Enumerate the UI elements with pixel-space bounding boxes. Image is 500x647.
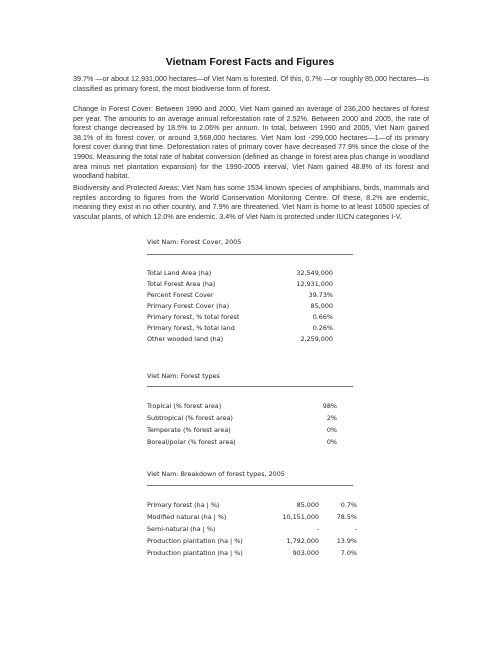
row-value: 85,000 (310, 302, 333, 310)
row-value: 98% (322, 402, 337, 410)
table-row (147, 323, 357, 333)
table-row (147, 548, 357, 558)
row-hectares: 10,151,000 (282, 513, 319, 521)
row-value: 0.66% (312, 313, 333, 321)
row-label: Temperate (% forest area) (147, 426, 231, 434)
row-percent: 78.5% (336, 513, 357, 521)
row-label: Modified natural (ha | %) (147, 513, 227, 521)
table-row (147, 536, 357, 546)
row-percent: 13.9% (336, 537, 357, 545)
row-percent: 7.0% (340, 549, 357, 557)
row-value: 32,549,000 (296, 269, 333, 277)
row-label: Other wooded land (ha) (147, 335, 224, 343)
row-hectares: - (316, 525, 319, 533)
row-value: 39.73% (308, 291, 333, 299)
table-row (147, 312, 357, 322)
table-row (147, 279, 357, 289)
page-title: Vietnam Forest Facts and Figures (165, 56, 335, 68)
row-value: 0.26% (312, 324, 333, 332)
row-label: Primary forest, % total forest (147, 313, 240, 321)
row-label: Total Land Area (ha) (147, 269, 212, 277)
table-rule (147, 386, 353, 387)
row-hectares: 85,000 (296, 501, 319, 509)
table-row (147, 290, 357, 300)
table-row (147, 512, 357, 522)
row-hectares: 903,000 (292, 549, 319, 557)
row-label: Boreal/polar (% forest area) (147, 438, 236, 446)
biodiversity-paragraph: Biodiversity and Protected Areas: Viet Nam has some 1534 known species of amphibians, birds, mammals and reptiles according to figures from the World Conservation Monitoring Centre. Of these, 8.2% are endemic, meaning they exist in no other country, and 7.9% are threatened. Viet Nam is home to at least 10500 species of vascular plants, of which 12.0% are endemic. 3.4% of Viet Nam is protected under IUCN categories I-V. (73, 183, 429, 221)
table-row (147, 524, 357, 534)
table-row (147, 301, 357, 311)
row-label: Subtropical (% forest area) (147, 414, 233, 422)
forest-cover-table-heading: Viet Nam: Forest Cover, 2005 (147, 238, 242, 246)
row-value: 0% (326, 438, 337, 446)
row-label: Production plantation (ha | %) (147, 537, 243, 545)
forest-cover-change-paragraph: Change in Forest Cover: Between 1990 and 2000, Viet Nam gained an average of 236,200 hectares of forest per year. The amounts to an average annual reforestation rate of 2.52%. Between 2000 and 2005, the rate of forest change decreased by 18.5% to 2.06% per annum. In total, between 1990 and 2005, Viet Nam gained 38.1% of its forest cover, or around 3,568,000 hectares. Viet Nam lost -299,000 hectares—1—of its primary forest cover during that time. Deforestation rates of primary cover have decreased 77.9% since the close of the 1990s. Measuring the total rate of habitat conversion (defined as change in forest area plus change in woodland area minus net plantation expansion) for the 1990-2005 interval, Viet Nam gained 48.8% of its forest and woodland habitat. (73, 104, 429, 181)
table-row (147, 437, 357, 447)
forest-types-table (147, 372, 357, 452)
table-row (147, 425, 357, 435)
breakdown-table (147, 470, 357, 570)
table-row (147, 334, 357, 344)
row-label: Percent Forest Cover (147, 291, 214, 299)
row-label: Total Forest Area (ha) (147, 280, 216, 288)
row-value: 12,931,000 (296, 280, 333, 288)
table-row (147, 401, 357, 411)
row-hectares: 1,792,000 (286, 537, 319, 545)
intro-paragraph: 39.7% —or about 12,931,000 hectares—of Viet Nam is forested. Of this, 0.7% —or roughly 85,000 hectares—is classified as primary forest, the most biodiverse form of forest. (73, 74, 429, 93)
row-label: Primary Forest Cover (ha) (147, 302, 230, 310)
row-label: Primary forest, % total land (147, 324, 235, 332)
table-row (147, 413, 357, 423)
row-label: Production plantation (ha | %) (147, 549, 243, 557)
row-label: Primary forest (ha | %) (147, 501, 220, 509)
row-percent: 0.7% (340, 501, 357, 509)
table-row (147, 268, 357, 278)
row-percent: - (354, 525, 357, 533)
forest-types-table-heading: Viet Nam: Forest types (147, 372, 220, 380)
breakdown-table-heading: Viet Nam: Breakdown of forest types, 2005 (147, 470, 285, 478)
table-row (147, 500, 357, 510)
row-value: 0% (326, 426, 337, 434)
row-label: Semi-natural (ha | %) (147, 525, 216, 533)
row-label: Tropical (% forest area) (147, 402, 222, 410)
row-value: 2% (326, 414, 337, 422)
table-rule (147, 254, 353, 255)
table-rule (147, 485, 353, 486)
row-value: 2,259,000 (300, 335, 333, 343)
forest-cover-table (147, 238, 357, 378)
